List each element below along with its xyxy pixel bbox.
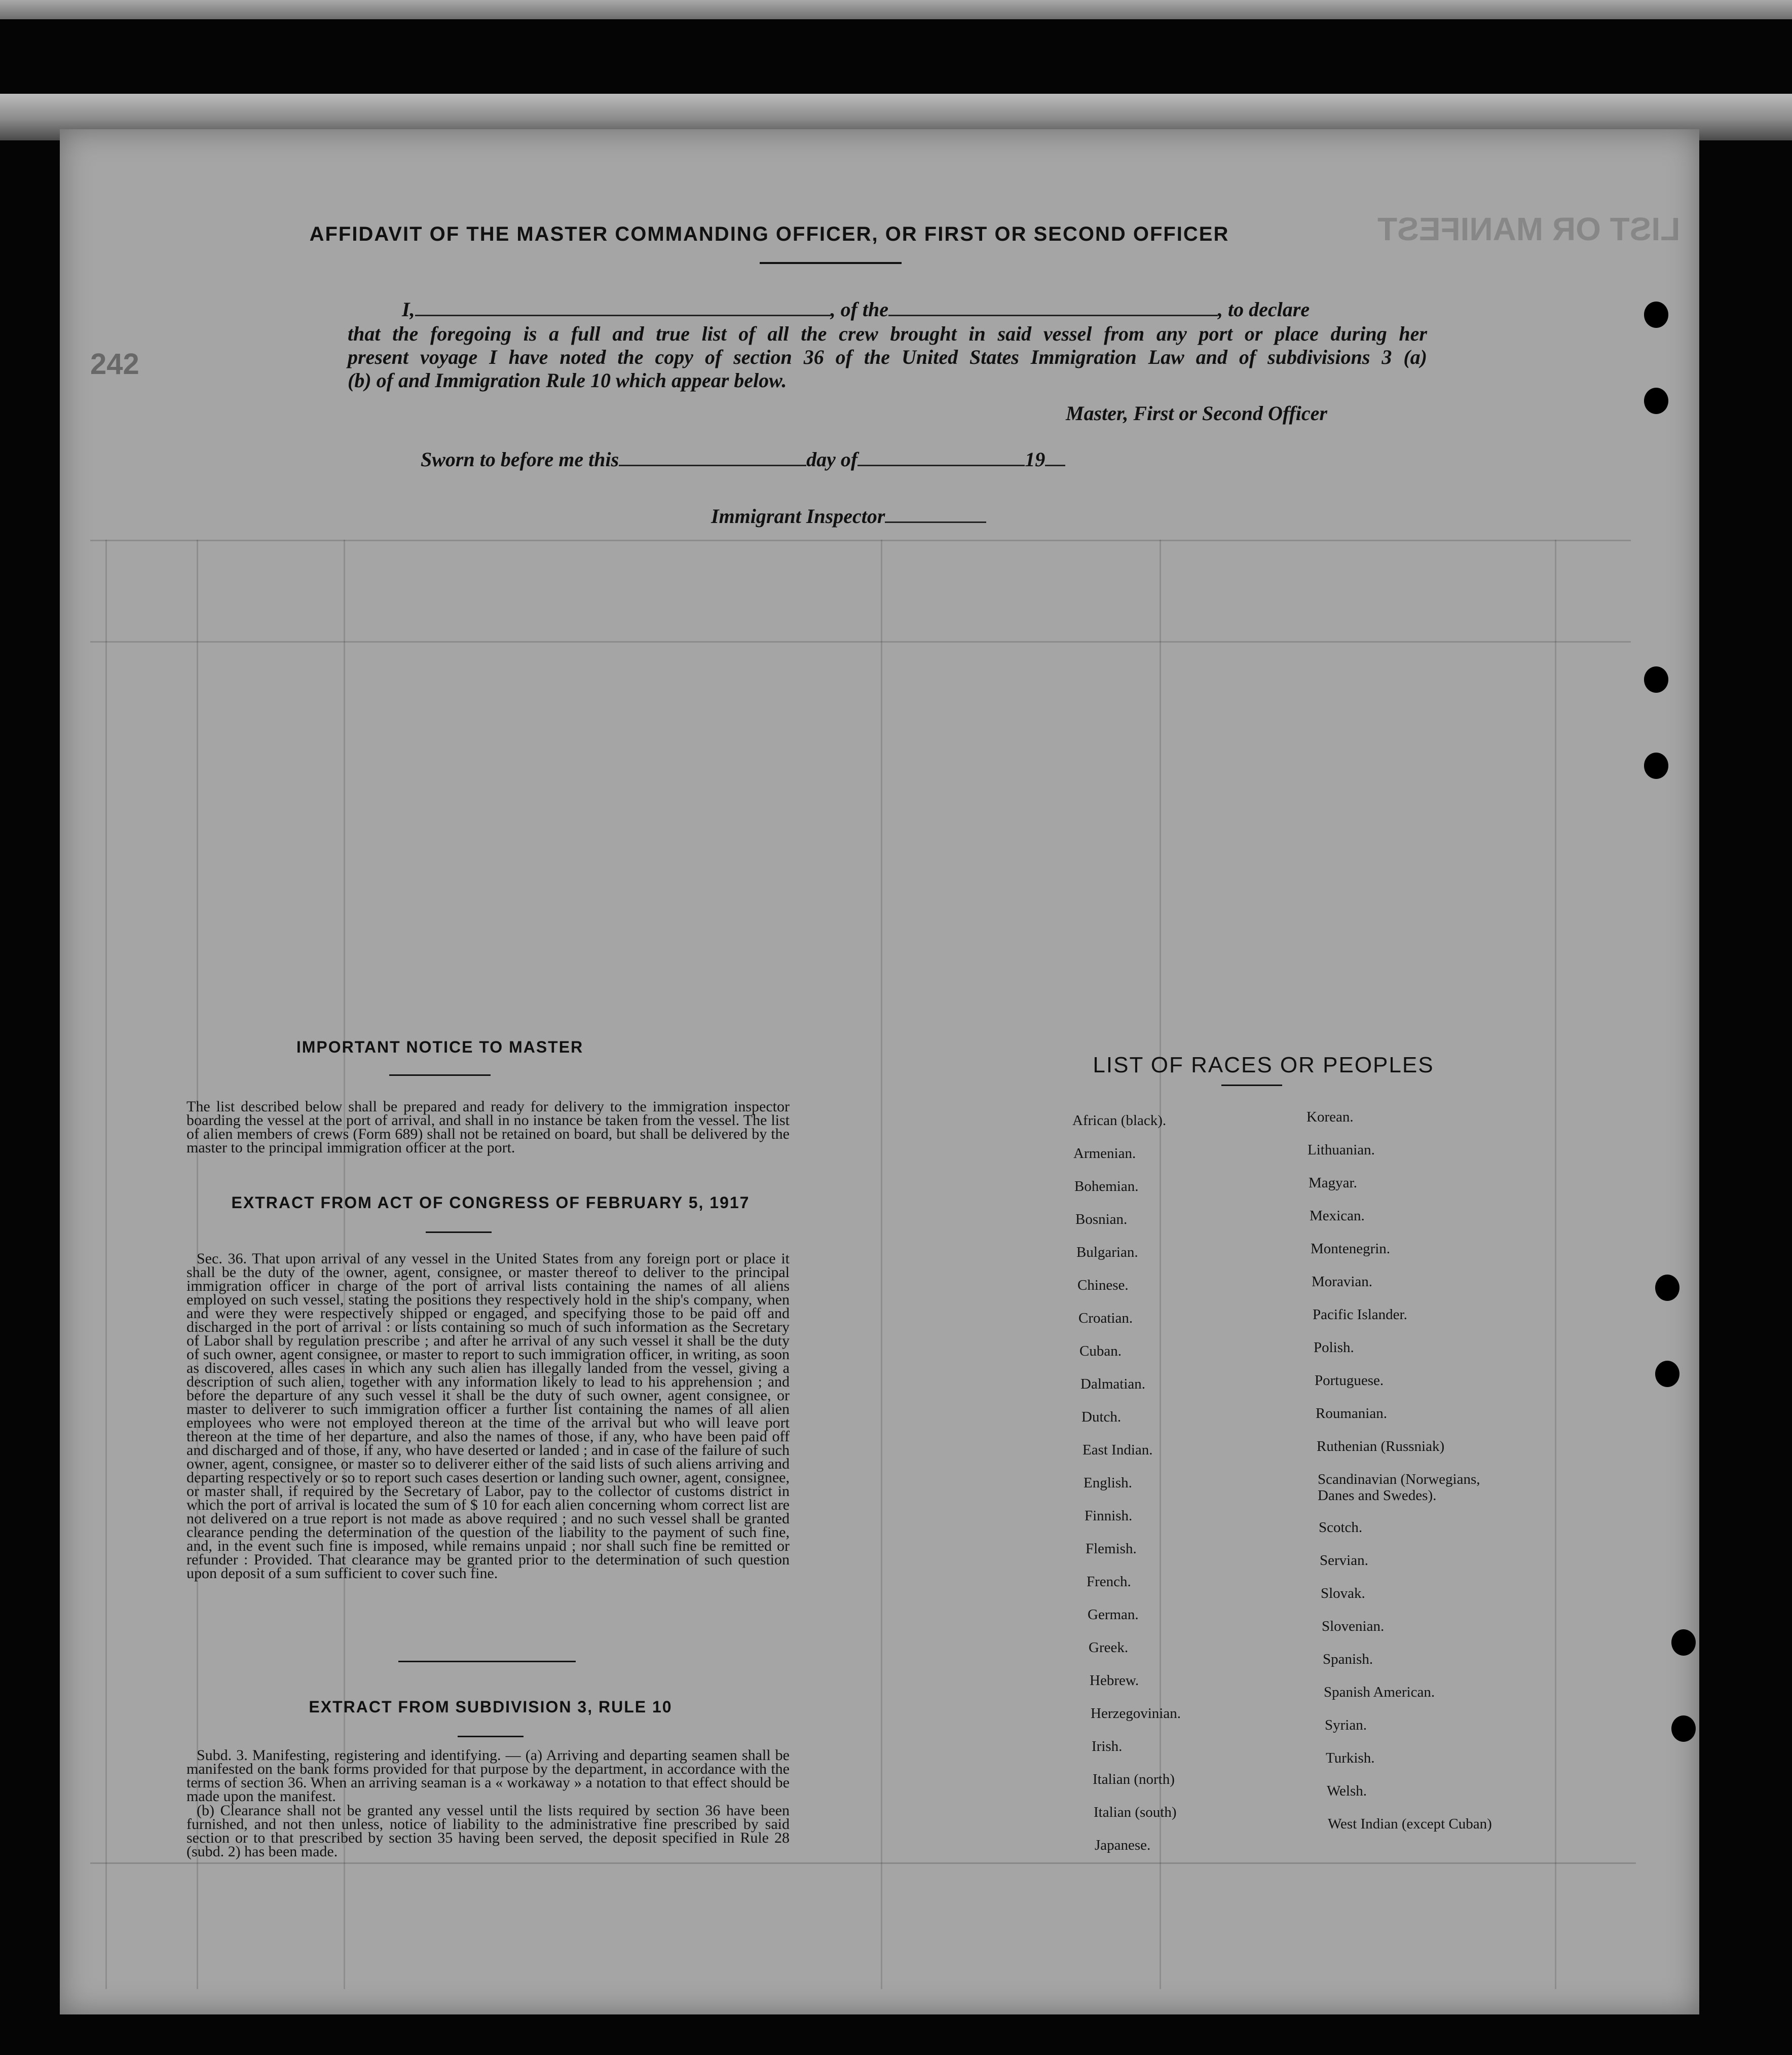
race-item: Portuguese. <box>1315 1372 1384 1389</box>
race-item: Armenian. <box>1073 1145 1136 1162</box>
scanner-top-edge <box>0 0 1792 19</box>
race-item: Polish. <box>1314 1339 1354 1356</box>
race-item: Welsh. <box>1327 1783 1367 1799</box>
races-title: LIST OF RACES OR PEOPLES <box>1093 1053 1434 1077</box>
bleed-column-line <box>1555 540 1556 1989</box>
bleed-column-line <box>881 540 882 1989</box>
race-item: Ruthenian (Russniak) <box>1317 1438 1445 1454</box>
sworn-line <box>421 447 1065 471</box>
race-item: Scandinavian (Norwegians, Danes and Swedes). <box>1318 1471 1480 1504</box>
race-item: Bohemian. <box>1074 1178 1139 1194</box>
year-prefix: 19 <box>1025 448 1046 471</box>
race-item: Spanish. <box>1323 1651 1373 1667</box>
bleed-through-heading: LIST OR MANIFEST <box>1377 211 1681 247</box>
race-item: Servian. <box>1320 1552 1368 1568</box>
inspector-signature-blank <box>885 521 986 523</box>
race-item: Japanese. <box>1095 1837 1151 1853</box>
bleed-row-line <box>90 540 1631 541</box>
notice-underline <box>389 1074 491 1076</box>
rule-title: EXTRACT FROM SUBDIVISION 3, RULE 10 <box>309 1698 673 1716</box>
race-item: Dutch. <box>1081 1409 1122 1425</box>
affidavit-i-text: I, <box>402 298 415 321</box>
race-item: English. <box>1084 1475 1132 1491</box>
act-underline <box>426 1231 492 1233</box>
race-item: Lithuanian. <box>1308 1142 1375 1158</box>
rule-subd-b-text: (b) Clearance shall not be granted any vessel until the lists required by section 36 have been furnished, and not then unless, notice of liability to the administrative fine prescribed by said section or to that prescribed by section 35 having been served, the deposit specified in Rule 28 (subd. 2) has been made. <box>186 1802 790 1860</box>
race-item: Slovenian. <box>1322 1618 1385 1634</box>
race-item: Magyar. <box>1309 1175 1357 1191</box>
master-signature-label: Master, First or Second Officer <box>1066 402 1327 425</box>
race-item: Scotch. <box>1319 1519 1363 1536</box>
bleed-column-line <box>105 540 107 1989</box>
binder-hole <box>1644 388 1668 414</box>
affidavit-line-3: present voyage I have noted the copy of section 36 of the United States Immigration Law and of subdivisions 3 (a) <box>348 346 1427 368</box>
race-item: Moravian. <box>1312 1274 1372 1290</box>
race-item: Greek. <box>1089 1639 1129 1656</box>
race-item: Bosnian. <box>1075 1211 1128 1227</box>
binder-hole <box>1644 302 1668 328</box>
race-item: Flemish. <box>1086 1541 1137 1557</box>
notice-text: The list described below shall be prepared and ready for delivery to the immigration inspector boarding the vessel at the port of arrival, and shall in no instance be taken from the vessel. The list of alien members of crews (Form 689) shall not be retained on board, but shall be delivered by the master to the principal immigration officer at the port. <box>186 1098 790 1156</box>
affidavit-title: AFFIDAVIT OF THE MASTER COMMANDING OFFICER, OR FIRST OR SECOND OFFICER <box>309 223 1229 245</box>
race-item: Hebrew. <box>1090 1672 1139 1689</box>
races-underline <box>1221 1085 1282 1086</box>
bleed-footer-line <box>90 1862 1636 1864</box>
race-item: Syrian. <box>1325 1717 1367 1733</box>
race-item: East Indian. <box>1082 1442 1153 1458</box>
race-item: Italian (south) <box>1094 1804 1177 1820</box>
officer-name-blank <box>415 315 831 316</box>
day-of-text: day of <box>806 448 858 471</box>
manifest-page <box>60 129 1699 2014</box>
race-item: Spanish American. <box>1324 1684 1435 1700</box>
notice-title: IMPORTANT NOTICE TO MASTER <box>296 1038 584 1056</box>
race-item: Croatian. <box>1078 1310 1133 1326</box>
sworn-text: Sworn to before me this <box>421 448 619 471</box>
act-end-rule <box>398 1661 576 1662</box>
binder-hole <box>1655 1361 1679 1387</box>
margin-page-number: 242 <box>90 348 139 381</box>
affidavit-line-1 <box>402 297 1481 321</box>
race-item: Dalmatian. <box>1080 1376 1146 1392</box>
race-item: Chinese. <box>1077 1277 1129 1293</box>
race-item: Roumanian. <box>1316 1405 1387 1422</box>
race-item: Mexican. <box>1310 1208 1365 1224</box>
title-underline <box>760 262 902 264</box>
race-item: Herzegovinian. <box>1091 1705 1181 1722</box>
race-item: Korean. <box>1306 1109 1354 1125</box>
race-item: Montenegrin. <box>1311 1241 1391 1257</box>
race-item: Turkish. <box>1326 1750 1375 1766</box>
race-item: West Indian (except Cuban) <box>1328 1816 1492 1832</box>
vessel-name-blank <box>888 315 1218 316</box>
rule-subd-a-text: Subd. 3. Manifesting, registering and identifying. — (a) Arriving and departing seamen shall be manifested on the bank forms provided for that purpose by the department, in accordance with the terms of section 36. When an arriving seaman is a « workaway » a notation to that effect should be made upon the manifest. <box>186 1747 790 1805</box>
race-item: African (black). <box>1072 1112 1167 1129</box>
race-item: Finnish. <box>1085 1508 1133 1524</box>
year-blank <box>1045 465 1065 466</box>
race-item: Bulgarian. <box>1076 1244 1138 1260</box>
race-item: Italian (north) <box>1093 1771 1175 1787</box>
act-title: EXTRACT FROM ACT OF CONGRESS OF FEBRUARY 5, 1917 <box>231 1193 750 1212</box>
sworn-month-blank <box>857 465 1025 466</box>
inspector-line <box>711 504 986 528</box>
binder-hole <box>1671 1629 1696 1656</box>
race-item: German. <box>1088 1606 1139 1623</box>
race-item: Pacific Islander. <box>1313 1306 1407 1323</box>
affidavit-line-4: (b) of and Immigration Rule 10 which appear below. <box>348 369 787 392</box>
act-section-36-text: Sec. 36. That upon arrival of any vessel in the United States from any foreign port or place it shall be the duty of the owner, agent, consignee, or master thereof to deliver to the principal immigration officer in charge of the port of arrival lists containing the names of all aliens employed on such vessel, stating the positions they respectively hold in the ship's company, when and were they were respectively shipped or engaged, and specifying those to be paid off and discharged in the port of arrival : or lists containing so much of such information as the Secretary of Labor shall by regulation prescribe ; and after he arrival of any such vessel it shall be the duty of such owner, agent consignee, or master to report to such immigration officer, in writing, as soon as discovered, alles cases in which any such alien has illegally landed from the vessel, giving a description of such alien, together with any information likely to lead to his apprehension ; and before the departure of any such vessel it shall be the duty of such owner, agent consignee, or master to deliverer to such immigration officer a further list containing the names of all alien employees who were not employed thereon at the time of the arrival but who will leave port thereon at the time of her departure, and also the names of those, if any, who have been paid off and discharged and of those, if any, who have deserted or landed ; and in case of the failure of such owner, agent, consignee, or master so to deliverer either of the said lists of such aliens arriving and departing respectively or so to report such cases desertion or landing such owner, agent, consignee, or master shall, if required by the Secretary of Labor, pay to the collector of customs district in which the port of arrival is located the sum of $ 10 for each alien concerning whom correct list are not delivered on a true report is not made as above required ; and no such vessel shall be granted clearance pending the determination of the question of the liability to the payment of such fine, and, in the event such fine is imposed, while remains unpaid ; nor shall such fine be remitted or refunder : Provided. That clearance may be granted prior to the determination of such question upon deposit of a sum sufficient to cover such fine. <box>186 1250 790 1582</box>
inspector-label: Immigrant Inspector <box>711 505 885 528</box>
binder-hole <box>1644 753 1668 779</box>
sworn-day-blank <box>619 465 806 466</box>
race-item: French. <box>1087 1574 1131 1590</box>
race-item: Cuban. <box>1079 1343 1122 1359</box>
affidavit-line-2: that the foregoing is a full and true list of all the crew brought in said vessel from any port or place during her <box>348 322 1427 345</box>
affidavit-of-the-text: , of the <box>830 298 889 321</box>
binder-hole <box>1655 1275 1679 1301</box>
rule-underline <box>458 1736 524 1737</box>
bleed-row-line <box>90 641 1631 643</box>
binder-hole <box>1671 1715 1696 1742</box>
race-item: Slovak. <box>1321 1585 1365 1601</box>
race-item: Irish. <box>1092 1738 1123 1754</box>
binder-hole <box>1644 666 1668 693</box>
affidavit-declare-text: , to declare <box>1218 298 1310 321</box>
